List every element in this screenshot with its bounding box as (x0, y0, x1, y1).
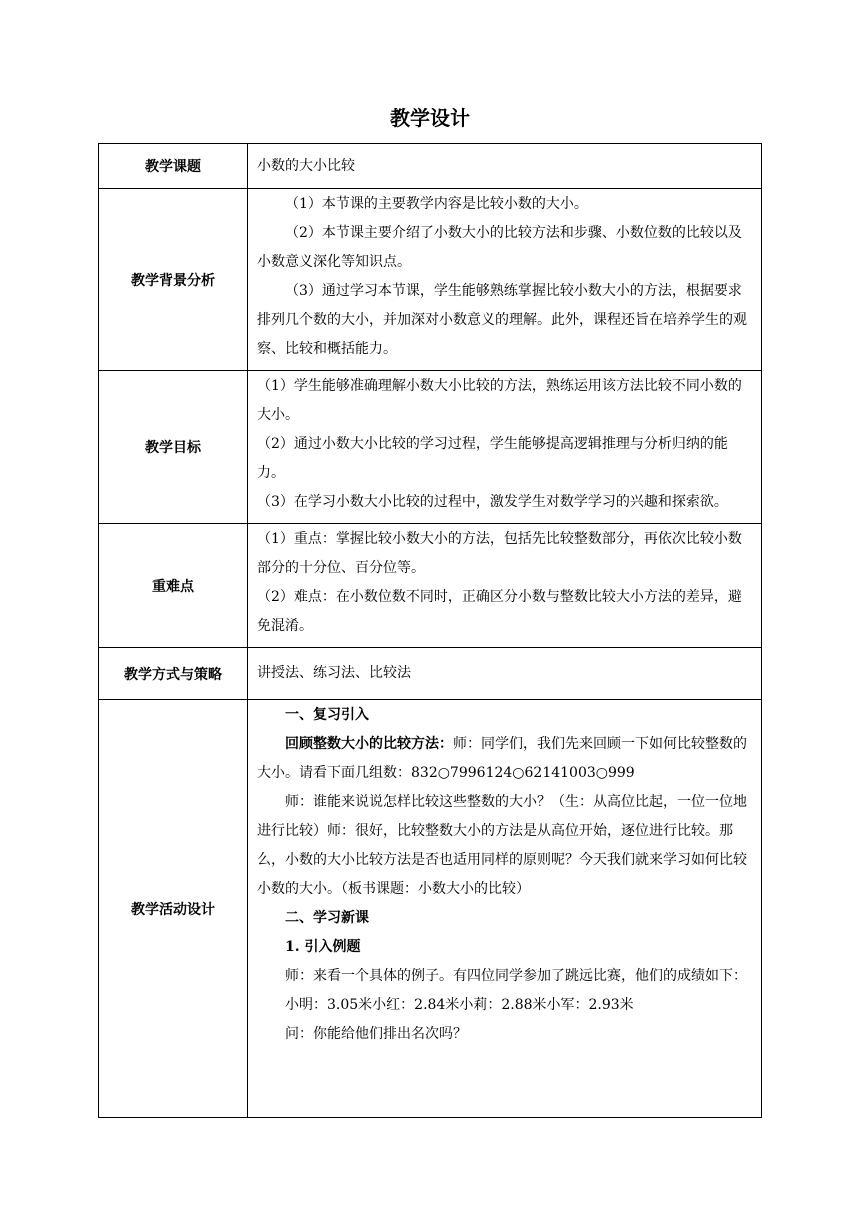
keypoints-paragraph: （2）难点：在小数位数不同时，正确区分小数与整数比较大小方法的差异，避免混淆。 (257, 589, 742, 634)
background-content (248, 189, 762, 371)
background-paragraph: （3）通过学习本节课，学生能够熟练掌握比较小数大小的方法，根据要求排列几个数的大小，并加深对小数意义的理解。此外，课程还旨在培养学生的观察、比较和概括能力。 (257, 283, 747, 357)
background-paragraph: （1）本节课的主要教学内容是比较小数的大小。 (285, 196, 588, 212)
subsection-heading: 1. 引入例题 (285, 939, 361, 955)
methods-text: 讲授法、练习法、比较法 (257, 665, 411, 681)
section-heading: 二、学习新课 (285, 910, 369, 926)
goals-content (248, 371, 762, 524)
table-row-goals (99, 371, 762, 524)
page-title: 教学设计 (390, 106, 470, 130)
goals-paragraph: （3）在学习小数大小比较的过程中，激发学生对数学学习的兴趣和探索欲。 (257, 494, 728, 510)
activities-content (248, 700, 762, 1118)
table-row-keypoints (99, 524, 762, 648)
activities-paragraph: 小明：3.05米小红：2.84米小莉：2.88米小军：2.93米 (285, 997, 634, 1013)
table-row-activities (99, 700, 762, 1118)
topic-text: 小数的大小比较 (257, 157, 355, 174)
topic-value (248, 144, 762, 189)
paragraph-text: 师：同学们，我们先来回顾一下如何比较整数的大小。请看下面几组数：832○7996124○62141003○999 (257, 736, 747, 781)
goals-paragraph: （2）通过小数大小比较的学习过程，学生能够提高逻辑推理与分析归纳的能力。 (257, 436, 728, 481)
keypoints-paragraph: （1）重点：掌握比较小数大小的方法，包括先比较整数部分，再依次比较小数部分的十分位、百分位等。 (257, 531, 742, 576)
goals-paragraph: （1）学生能够准确理解小数大小比较的方法，熟练运用该方法比较不同小数的大小。 (257, 378, 742, 423)
section-heading: 一、复习引入 (285, 707, 369, 723)
row-label-activities: 教学活动设计 (99, 700, 248, 1118)
methods-value (248, 648, 762, 700)
row-label-goals: 教学目标 (99, 371, 248, 524)
activities-paragraph: 师：来看一个具体的例子。有四位同学参加了跳远比赛，他们的成绩如下： (285, 968, 747, 984)
activities-paragraph (257, 730, 752, 788)
activities-paragraph: 师：谁能来说说怎样比较这些整数的大小？（生：从高位比起，一位一位地进行比较）师：很好，比较整数大小的方法是从高位开始，逐位进行比较。那么，小数的大小比较方法是否也适用同样的原则呢？今天我们就来学习如何比较小数的大小。（板书课题：小数大小的比较） (257, 794, 747, 897)
background-paragraph: （2）本节课主要介绍了小数大小的比较方法和步骤、小数位数的比较以及小数意义深化等知识点。 (257, 225, 742, 270)
table-row-topic (99, 144, 762, 189)
row-label-background: 教学背景分析 (99, 189, 248, 371)
keypoints-content (248, 524, 762, 648)
row-label-methods: 教学方式与策略 (99, 648, 248, 700)
bold-lead-text: 回顾整数大小的比较方法： (285, 736, 453, 752)
table-row-methods (99, 648, 762, 700)
table-row-background (99, 189, 762, 371)
row-label-keypoints: 重难点 (99, 524, 248, 648)
lesson-plan-table (98, 143, 762, 1118)
activities-paragraph: 问：你能给他们排出名次吗？ (285, 1026, 467, 1042)
row-label-topic: 教学课题 (99, 144, 248, 189)
